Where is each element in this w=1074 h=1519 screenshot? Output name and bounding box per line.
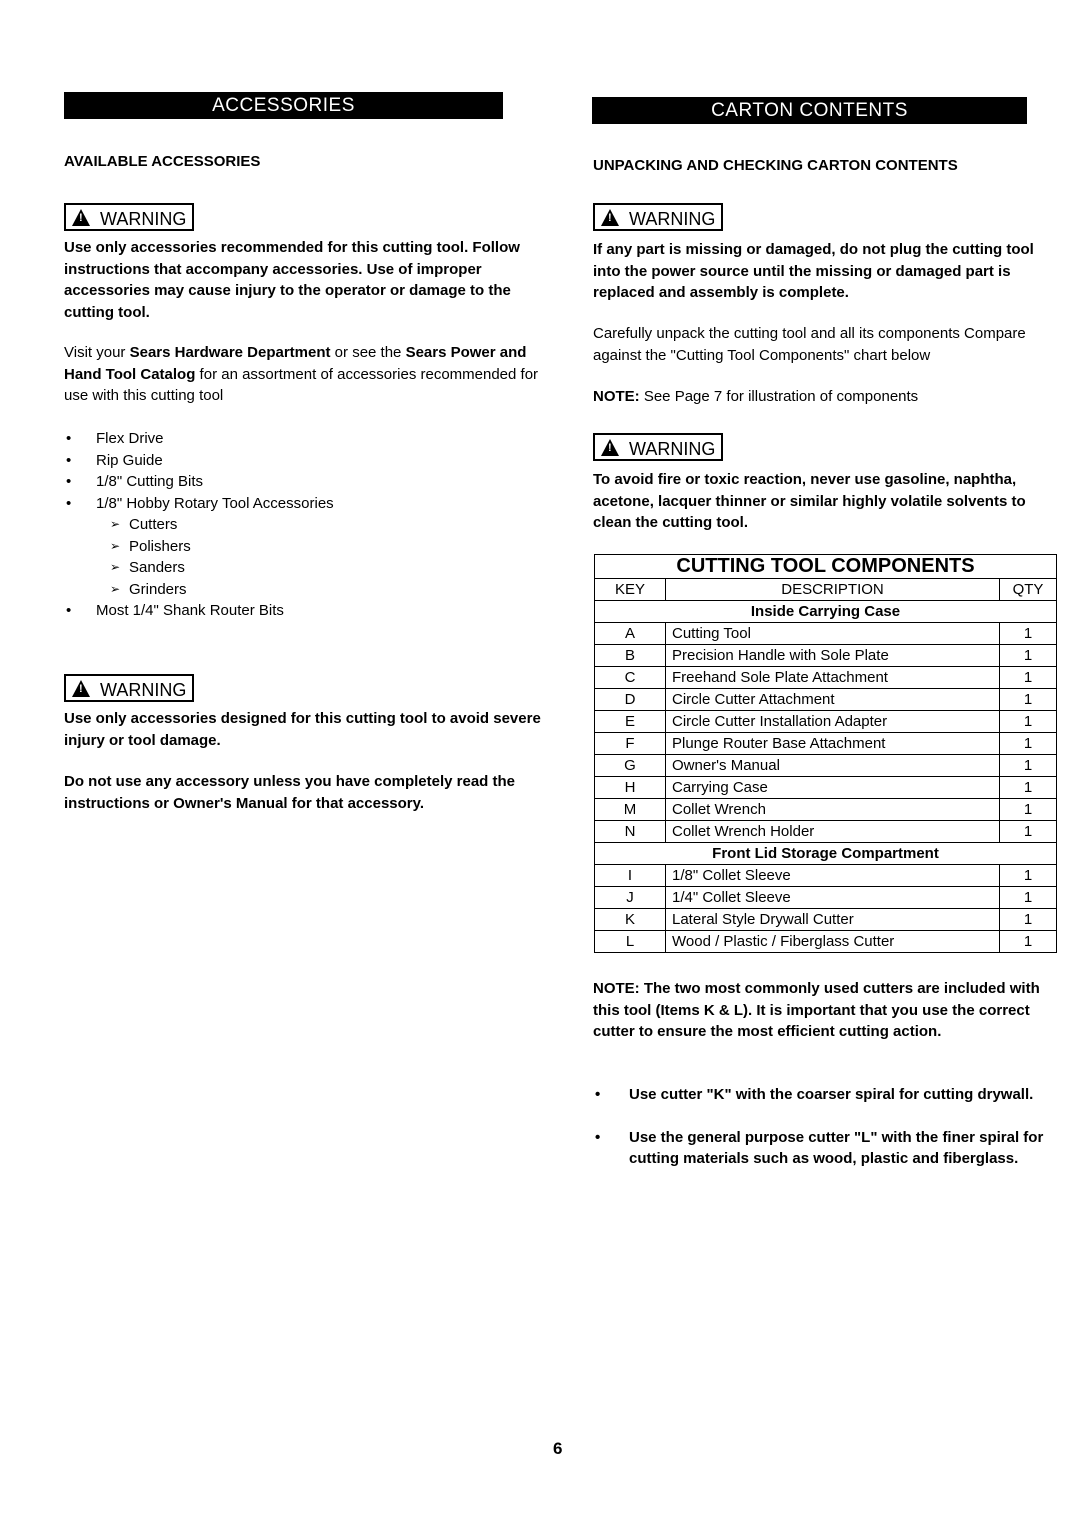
warning-triangle-icon xyxy=(601,209,619,226)
list-item: • Use the general purpose cutter "L" with the finer spiral for cutting materials such as wood, plastic and fiberglass. xyxy=(593,1127,1059,1170)
row-qty: 1 xyxy=(1000,799,1057,821)
warning-label-2: !WARNING xyxy=(64,674,194,702)
table-row xyxy=(595,755,1057,777)
row-key: E xyxy=(595,711,666,733)
list-item: • 1/8" Hobby Rotary Tool Accessories ➢ Cutters ➢ Polishers ➢ Sanders ➢ Grinders xyxy=(64,493,524,601)
table-row xyxy=(595,689,1057,711)
row-key: J xyxy=(595,887,666,909)
note-see-page: NOTE: See Page 7 for illustration of components xyxy=(593,388,919,405)
list-item: • Most 1/4" Shank Router Bits xyxy=(64,600,524,622)
table-title: CUTTING TOOL COMPONENTS xyxy=(595,555,1057,579)
table-row xyxy=(595,931,1057,953)
header-qty: QTY xyxy=(1000,579,1057,601)
row-key: N xyxy=(595,821,666,843)
sub-list-item: ➢ Sanders xyxy=(96,557,524,579)
table-row xyxy=(595,733,1057,755)
row-qty: 1 xyxy=(1000,689,1057,711)
warning-text-3: Do not use any accessory unless you have completely read the instructions or Owner's Manual for that accessory. xyxy=(64,773,516,812)
sub-list-item: ➢ Polishers xyxy=(96,536,524,558)
unpacking-heading: UNPACKING AND CHECKING CARTON CONTENTS xyxy=(593,157,958,174)
table-row xyxy=(595,799,1057,821)
row-description: Lateral Style Drywall Cutter xyxy=(666,909,1000,931)
warning-text-2: Use only accessories designed for this cutting tool to avoid severe injury or tool damage. xyxy=(64,710,541,749)
cutter-note-text: NOTE: The two most commonly used cutters are included with this tool (Items K & L). It is important that you use the correct cutter to ensure the most efficient cutting action. xyxy=(593,980,1040,1040)
warning-label-1: !WARNING xyxy=(64,203,194,231)
row-description: Owner's Manual xyxy=(666,755,1000,777)
row-description: Collet Wrench Holder xyxy=(666,821,1000,843)
table-row xyxy=(595,909,1057,931)
section-row xyxy=(595,843,1057,865)
row-qty: 1 xyxy=(1000,931,1057,953)
table-header-row xyxy=(595,579,1057,601)
warning-text-1: Use only accessories recommended for this cutting tool. Follow instructions that accompany accessories. Use of improper accessories may cause injury to the operator or damage to the cutting tool. xyxy=(64,239,520,321)
row-key: H xyxy=(595,777,666,799)
carton-contents-banner: CARTON CONTENTS xyxy=(592,97,1027,124)
row-qty: 1 xyxy=(1000,755,1057,777)
row-qty: 1 xyxy=(1000,909,1057,931)
section-row xyxy=(595,601,1057,623)
row-description: 1/4" Collet Sleeve xyxy=(666,887,1000,909)
row-key: A xyxy=(595,623,666,645)
row-description: Carrying Case xyxy=(666,777,1000,799)
row-qty: 1 xyxy=(1000,887,1057,909)
warning-label-3: !WARNING xyxy=(593,203,723,231)
warning-triangle-icon xyxy=(72,209,90,226)
row-key: B xyxy=(595,645,666,667)
components-table xyxy=(594,554,1057,953)
row-description: 1/8" Collet Sleeve xyxy=(666,865,1000,887)
row-qty: 1 xyxy=(1000,645,1057,667)
row-key: M xyxy=(595,799,666,821)
sub-list-item: ➢ Grinders xyxy=(96,579,524,601)
section-front-lid-storage: Front Lid Storage Compartment xyxy=(595,843,1057,865)
table-row xyxy=(595,865,1057,887)
cutter-usage-list xyxy=(593,1084,1059,1170)
row-description: Plunge Router Base Attachment xyxy=(666,733,1000,755)
row-qty: 1 xyxy=(1000,623,1057,645)
row-qty: 1 xyxy=(1000,733,1057,755)
section-inside-carrying-case: Inside Carrying Case xyxy=(595,601,1057,623)
list-item: • Rip Guide xyxy=(64,450,524,472)
row-description: Freehand Sole Plate Attachment xyxy=(666,667,1000,689)
header-description: DESCRIPTION xyxy=(666,579,1000,601)
list-item: • Flex Drive xyxy=(64,428,524,450)
header-key: KEY xyxy=(595,579,666,601)
table-title-row xyxy=(595,555,1057,579)
table-row xyxy=(595,623,1057,645)
row-description: Circle Cutter Installation Adapter xyxy=(666,711,1000,733)
table-row xyxy=(595,645,1057,667)
table-row xyxy=(595,711,1057,733)
row-key: G xyxy=(595,755,666,777)
row-description: Cutting Tool xyxy=(666,623,1000,645)
table-row xyxy=(595,667,1057,689)
sub-list-item: ➢ Cutters xyxy=(96,514,524,536)
row-description: Circle Cutter Attachment xyxy=(666,689,1000,711)
visit-paragraph: Visit your Sears Hardware Department or see the Sears Power and Hand Tool Catalog for an assortment of accessories recommended for use with this cutting tool xyxy=(64,344,539,404)
available-accessories-heading: AVAILABLE ACCESSORIES xyxy=(64,153,261,170)
table-row xyxy=(595,821,1057,843)
row-key: I xyxy=(595,865,666,887)
row-qty: 1 xyxy=(1000,821,1057,843)
list-item: • Use cutter "K" with the coarser spiral for cutting drywall. xyxy=(593,1084,1059,1106)
row-key: C xyxy=(595,667,666,689)
list-item: • 1/8" Cutting Bits xyxy=(64,471,524,493)
unpack-paragraph: Carefully unpack the cutting tool and all its components Compare against the "Cutting Tool Components" chart below xyxy=(593,325,1026,364)
warning-label-4: !WARNING xyxy=(593,433,723,461)
row-description: Wood / Plastic / Fiberglass Cutter xyxy=(666,931,1000,953)
accessory-list xyxy=(64,428,524,622)
row-key: D xyxy=(595,689,666,711)
accessories-banner: ACCESSORIES xyxy=(64,92,503,119)
row-key: L xyxy=(595,931,666,953)
row-description: Collet Wrench xyxy=(666,799,1000,821)
row-description: Precision Handle with Sole Plate xyxy=(666,645,1000,667)
warning-triangle-icon xyxy=(601,439,619,456)
table-row xyxy=(595,777,1057,799)
missing-part-warning-text: If any part is missing or damaged, do not plug the cutting tool into the power source until the missing or damaged part is replaced and assembly is complete. xyxy=(593,241,1034,301)
solvent-warning-text: To avoid fire or toxic reaction, never use gasoline, naphtha, acetone, lacquer thinner or similar highly volatile solvents to clean the cutting tool. xyxy=(593,471,1026,531)
row-qty: 1 xyxy=(1000,667,1057,689)
warning-triangle-icon xyxy=(72,680,90,697)
page-number: 6 xyxy=(553,1439,563,1458)
table-row xyxy=(595,887,1057,909)
sub-list xyxy=(96,514,524,600)
row-qty: 1 xyxy=(1000,711,1057,733)
row-key: F xyxy=(595,733,666,755)
row-key: K xyxy=(595,909,666,931)
row-qty: 1 xyxy=(1000,777,1057,799)
row-qty: 1 xyxy=(1000,865,1057,887)
